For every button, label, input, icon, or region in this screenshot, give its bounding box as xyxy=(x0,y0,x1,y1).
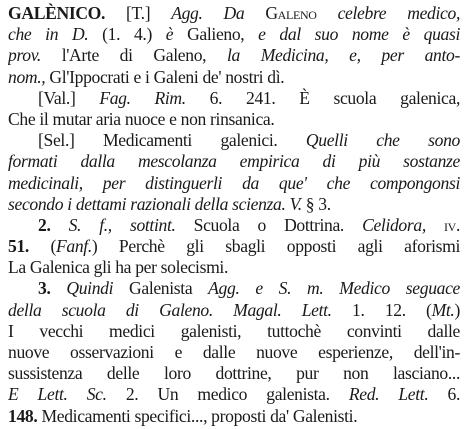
entry-text-segment: Quelli che sono xyxy=(305,130,460,151)
entry-line xyxy=(8,109,460,130)
entry-text-segment: ) xyxy=(454,299,460,320)
entry-text-segment: e dal suo nome è quasi xyxy=(258,24,460,45)
entry-text-segment: 1. 12. ( xyxy=(352,299,432,320)
entry-text-segment: [Val.] xyxy=(38,87,100,108)
entry-text-segment: Fag. Rim. xyxy=(99,87,210,108)
entry-text-segment: ( xyxy=(50,236,56,257)
entry-line xyxy=(8,215,460,236)
entry-text-segment: 6. 241. È scuola galenica, xyxy=(209,87,460,108)
entry-text-segment: formati dalla mescolanza empirica di più sostanze xyxy=(8,151,460,172)
entry-line xyxy=(8,406,460,427)
entry-text-segment: Galieno, xyxy=(187,24,259,45)
entry-text-segment: ) Perchè gli sbagli opposti agli aforismi xyxy=(91,236,460,257)
entry-line xyxy=(8,342,460,363)
entry-line xyxy=(8,88,460,109)
entry-line xyxy=(8,300,460,321)
entry-text-segment: Fanf. xyxy=(56,236,92,257)
entry-text-segment: 3. xyxy=(38,278,67,299)
entry-text-segment: Mt. xyxy=(431,299,455,320)
entry-text-segment: Galeno xyxy=(265,3,317,23)
entry-line xyxy=(8,236,460,257)
entry-text-segment: Galenista xyxy=(129,278,209,299)
entry-line xyxy=(8,24,460,45)
entry-line xyxy=(8,67,460,88)
entry-text-segment: che in D. xyxy=(8,24,103,45)
entry-text-segment: [T.] xyxy=(105,3,172,23)
entry-text-segment: (1. 4.) xyxy=(102,24,166,45)
entry-text-segment: 2. Un medico galenista. xyxy=(125,384,349,405)
entry-line xyxy=(8,173,460,194)
entry-text-segment: della scuola di Galeno. Magal. Lett. xyxy=(8,299,353,320)
entry-text-segment: iv. xyxy=(443,214,460,235)
entry-text-segment: I vecchi medici galenisti, tuttochè convinti dalle xyxy=(8,320,460,341)
entry-text-segment: Red. Lett. xyxy=(348,384,448,405)
entry-line xyxy=(8,257,460,278)
entry-text-segment: è xyxy=(165,24,188,45)
entry-text-segment: 148. xyxy=(8,405,42,426)
entry-line xyxy=(8,321,460,342)
entry-text-segment: § 3. xyxy=(305,193,331,214)
entry-text-segment: 6. xyxy=(447,384,460,405)
entry-text-segment: celebre medico, xyxy=(316,3,460,23)
entry-text-segment: Celidora, xyxy=(362,214,444,235)
entry-text-segment: prov. xyxy=(8,45,62,66)
entry-text-segment: Quindi xyxy=(66,278,129,299)
entry-line xyxy=(8,194,460,215)
entry-text-segment: Gl'Ippocrati e i Galeni de' nostri dì. xyxy=(49,66,285,87)
entry-line xyxy=(8,278,460,299)
entry-text-segment: 51. xyxy=(8,236,51,257)
entry-text-segment: nuove osservazioni e dalle nuove esperienze, dell'in- xyxy=(8,342,460,362)
entry-line xyxy=(8,384,460,405)
entry-text-segment: secondo i dettami razionali della scienza. V. xyxy=(8,193,306,214)
entry-text-segment: [Sel.] Medicamenti galenici. xyxy=(38,130,306,151)
entry-text-segment: l'Arte di Galeno, xyxy=(61,45,227,66)
entry-line xyxy=(8,45,460,66)
entry-line xyxy=(8,130,460,151)
entry-text-segment: Scuola o Dottrina. xyxy=(193,214,363,235)
entry-line xyxy=(8,363,460,384)
entry-text-segment: la Medicina, e, per anto- xyxy=(226,45,460,66)
entry-text-segment: medicinali, per distinguerli da que' che compongonsi xyxy=(8,172,460,193)
entry-line xyxy=(8,3,460,24)
entry-text-segment: Agg. e S. m. Medico seguace xyxy=(208,278,460,299)
entry-text-segment: S. f., sottint. xyxy=(68,214,194,235)
entry-text-segment: E Lett. Sc. xyxy=(8,384,126,405)
entry-text-segment: nom., xyxy=(8,66,50,87)
entry-text-segment: 2. xyxy=(38,214,69,235)
entry-text-segment: Agg. Da xyxy=(171,3,266,23)
entry-text-segment: GALÈNICO. xyxy=(8,3,106,23)
entry-text-segment: La Galenica gli ha per solecismi. xyxy=(8,257,229,278)
entry-text-segment: Medicamenti specifici..., proposti da' Galenisti. xyxy=(41,405,358,426)
entry-line xyxy=(8,151,460,172)
entry-text-segment: sussistenza delle loro dottrine, pur non lasciano... xyxy=(8,363,460,384)
entry-body xyxy=(8,3,460,427)
entry-text-segment: Che il mutar aria nuoce e non rinsanica. xyxy=(8,108,275,129)
